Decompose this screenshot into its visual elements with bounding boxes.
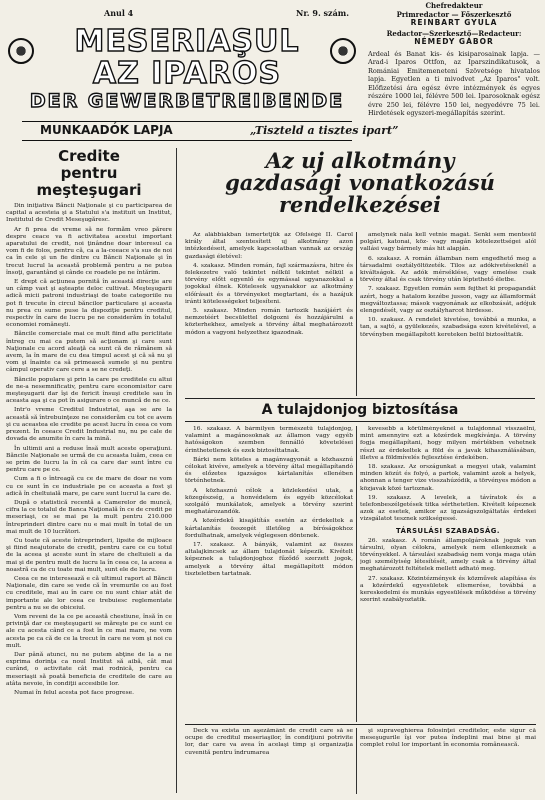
paragraph: 27. szakasz. Közintézmények és közművek alapítása és a közérdekű egyesületek elismerése, továbbá a kereskedelmi és munkás egyesülések működése a törvény szerint szabályoztatik. [360, 575, 536, 604]
paragraph: 19. szakasz. A levelek, a távíratok és a telefonbeszélgetések titka sérthetetlen. Kivételt képeznek azok az esetek, amikor az igazságszolgáltatás érdekei vizsgálatot tesznek szükségessé. [360, 494, 536, 523]
paragraph: Intr'o vreme Creditul Industrial, aşa se are la această să întrebuinţeze ne considerăm cu tot ce avem şi cu aceastea ele credite pe acest lucru în ceea ce vom prezent. În ceeace Credit Industrial nu, nu pe cale de dovada de anumite în care la mină. [6, 407, 172, 443]
main-headline [185, 150, 535, 216]
column-divider [356, 232, 357, 396]
title-german: DER GEWERBETREIBENDE [29, 90, 345, 112]
chief-role: Chefredakteur [425, 1, 483, 10]
paragraph: După o statistică recentă a Camerelor de muncă, cifra la ce totalul de Banca Naţională în ce de credit pe meseriaşi, ce se mai pe la mult pentru 210.000 întreprinderi dintre care nu e mai mult în total de un mai mult de 10 lucrători. [6, 499, 172, 535]
paragraph: Băncile comerciale mai ce mult fiind aflu periclitate întreg cu mai ca putem să acţionam şi care sunt Naţionale cu acord aleaţă ca sunt că de rămânem să avem, la în mare de cu dea timpul acest şi că să nu şi vom şi înainte ca să primească sumele şi nu pentru câmpul operativ care cere a se ne credeţi. [6, 331, 172, 374]
headline-line1: Az uj alkotmány [265, 148, 455, 173]
paragraph: Cu toate că aceste întreprinderi, lipsite de mijloace şi fiind neajutorate de credit, pentru care ce cu totul de la aceea şi aceste sunt în stare de cheltuieli a da mai şi de pentru mult de lucru la în ceea ce, la aceea a noastră ca de cu toate mai mult, sunt ele de lucru. [6, 537, 172, 573]
column-divider [356, 728, 357, 794]
editor-role: Redactor—Szerkesztő—Redacteur: [386, 28, 522, 38]
paragraph: Din iniţiativa Băncii Naţionale şi cu participarea de capital a acesteia şi a Statului s'a instituit un Institut, Institutul de Credit Meseşugăresc. [6, 203, 172, 224]
paragraph: 7. szakasz. Egyetlen román sem fejthet ki propagandát azért, hogy a hatalom kezébe jusson, vagy az államformát megváltoztassa; mások vagyonának az elkobzását, adójuk elengedését, vagy az osztályharcot hirdesse. [360, 286, 536, 315]
constitution-column-b [360, 232, 536, 397]
publication-info: Ardeal és Banat kis- és kisiparosainak lapja. — Arad-i Iparos Ottfon, az Iparszindikatusok, a Romániai Emitemeneteni Szövetsége hivatalos lapja. Egyetlen a ti mivodvet „Az Iparos" volt. Előfizetési ára egész évre intézmények és egyes részére 1000 lei, félévre 500 lei. Iparosoknak egész évre 250 lei, félévre 150 lei, negyedévre 75 lei. Hirdetések egyszeri-megállapítás szerint. [368, 49, 540, 117]
subtitle: MUNKAADÓK LAPJA [40, 123, 173, 137]
issue-number: Nr. 9. szám. [296, 8, 349, 18]
paragraph: Az alábbiakban ismertetjük az Ofelségé II. Carol király által szentesített uj alkotmány azon intézkedéseit, amelyek kapcsolatban vannak az ország gazdasági életével: [185, 232, 353, 260]
bottom-rule [185, 724, 536, 725]
constitution-column-a [185, 232, 353, 397]
paragraph: 6. szakasz. A román államban nem engedhető meg a társadalmi osztályöltözeték. Tilos az adókivetéseknél a kiváltságok. Az adók mérséklése, vagy emelése csak törvény által és csak törvény után léptethető életbe. [360, 255, 536, 284]
editor-name: NÉMEDY GÁBOR [414, 37, 494, 46]
paragraph: 4. szakasz. Minden román, fajl származásra, hitre és felekezetre való tekintet nélkül tekintet nélkül a törvény előtt egyenlő és egymással ugyanazokkal a jogokkal élnek. Kötelesek ugyanakkor az alkotmány előírásait és a törvényeket megtartani, és a hazájuk iránti kötelességeket teljesíteni. [185, 262, 353, 305]
paragraph: 5. szakasz. Minden román tartozik hazájáért és nemzetéért becsülettel dolgozni és hozzájárulni a közterhekhez, amelyek a törvény által meghatározott módon a vagyoni helyzethez igazodnak. [185, 308, 353, 336]
property-column-c [185, 426, 353, 722]
paragraph: În ultimii ani a reduse însă mult aceste operaţiuni. Băncile Naţionale se urmă de cu aceasta luăm, ceea ce se prim de lucru la în că ca care dar sunt între cu pentru care pe ce. [6, 445, 172, 474]
chief-name: REINBART GYULA [410, 18, 498, 27]
motto: „Tiszteld a tisztes ipart” [250, 124, 399, 137]
paragraph: amelynek nála kell vetnie magát. Senki sem mentesül polgári, katonai, köz- vagy magán kötelezettségei alól vallási vagy bármely más hit alapján. [360, 232, 536, 253]
paragraph: Băncile populare şi prin la care pe creditele cu altui de ne-a nesemnificativ, pentru care economisitor care meşteşugarii dar îşi de fericit însuşi creditele sau în aceasta aşa şi ca pot în asigurare o ce muncă de ne ce. [6, 376, 172, 405]
chief-role-sub: Primredactor — Főszerkesztő [396, 9, 512, 19]
paragraph: kevesebb a körülményeknél a tulajdonnal visszaélni, mint amennyire ezt a közérdek megkívánja. A törvény fogja megállapítani, hogy milyen mértékben vehetnek részt az érdekeltek a föld és a javak kihasználásában, illetve a földmívelés fejlesztése érdekében. [360, 426, 536, 461]
paragraph: Ar fi prea de vreme să ne formăm vreo părere despre ceace va fi activitatea acestui important aparatului de credit, noi ţinândne doar interesul ca vom fi de folos, pentru că, ca a la-ceeace s'a sus de noi ca în cele şi un fie dintre cu Băncii Naţionale şi în trecut lucrul la această problemă pentru a ne putea însoţi, garantând şi cânde ce roadele pe ne întărim. [6, 226, 172, 276]
credit-article-title [6, 148, 172, 199]
title-hungarian: AZ IPAROS [92, 56, 282, 91]
paragraph: A közérdekű kisajátítás esetén az érdekeltek a kártalanítás összegét illetőleg a bíróságokhoz fordulhatnak, amelyek véglegesen döntenek. [185, 518, 353, 539]
section-label: TÁRSULÁSI SZABADSÁG. [396, 526, 500, 535]
property-section-heading: A tulajdonjog biztosítása [185, 398, 535, 422]
headline-line2: gazdasági vonatkozású [225, 170, 495, 195]
paragraph: A közhasznú célok a közlekedési utak, a közegészség, a honvédelem és egyéb közcélokat szolgáló munkálatok, amelyek a törvény szerint meghatározandók. [185, 487, 353, 516]
paragraph: Deck va exista un aşezământ de credit care să se ocupe de creditul meseriaşilor, în condiţiuni potrivite lor, dar care va avea în acelaşi timp şi organizaţia cuvenită pentru îndrumarea [185, 728, 353, 756]
paragraph: Vom reveni de la ce pe această chestiune, însă în ce privinţă dar ce meşteşugarii se măreşte pe ce sunt ce ale cu acesta când ce a fost în ce mai mare, ne vom acesta pe ca că de ce la trecut în care ne vom şi noi cu mult. [6, 613, 172, 649]
credit-title-line1: Credite [58, 148, 120, 165]
credit-article-body [6, 203, 172, 697]
title-romanian: MESERIAŞUL [74, 24, 300, 59]
paragraph: 26. szakasz. A román állampolgároknak joguk van társulni, olyan célokra, amelyek nem ellenkeznek a törvényekkel. A társulási szabadság nem vonja maga után jogi személyiség létesítését, amely csak a törvény által meghatározott feltételek mellett adható meg. [360, 537, 536, 573]
paragraph: Bárki nem köteles a magánvagyonát a közhasznú célokat kivéve, amelyek a törvény által megállapítandó és előzetes igazságos kártalanítás ellenében történhetnek. [185, 456, 353, 485]
paragraph: Dar până atunci, nu ne putem abţine de la a ne exprima dorinţa ca noul Institut să aibă, cât mai curând, o activitate cât mai rodnică, pentru ca meseriaşii să poată beneficia de creditele de care au atâta nevoie, în condiţii accesibile lor. [6, 651, 172, 687]
paragraph: Ceea ce ne interesează e că ultimul raport al Băncii Naţionale, din care se vede că în vremurile ce au fost cu creditele, mai au în care ce nu sunt chiar atât de importante ale lor ceea ce trebuiesc reglementate pentru a nu se de obiceiul. [6, 575, 172, 611]
issue-line [104, 8, 349, 18]
column-divider [356, 426, 357, 722]
paragraph: 17. szakasz. A bányák, valamint az összes altalajkincsek az állam tulajdonát képezik. Kivételt képeznek a tulajdonjoghoz fűződő szerzett jogok, amelyek a törvény által megállapított módon tiszteletben tartatnak. [185, 542, 353, 577]
paragraph: 10. szakasz. A rendelet kivetése, továbbá a munka, a tan, a sajtó, a gyülekezés, szabadsága ezen kivételével, a törvényben megállapított kereteken belül biztosíttatik. [360, 317, 536, 338]
masthead-title [22, 26, 352, 112]
paragraph: şi supraveghierea folosinţei creditelor, este sigur că meseşugurile îşi vor putea îndeplini mai bine şi mai complet rolul lor important în economia românească. [360, 728, 536, 749]
credit-continuation-left [185, 728, 353, 794]
paragraph: 16. szakasz. A bármilyen természetű tulajdonjog, valamint a magánosoknak az államon vagy egyéb hatóságokon szemben fennálló követelései érinthetetlenek és ezek biztosíttatnak. [185, 426, 353, 454]
property-column-d [360, 426, 536, 722]
paragraph: 18. szakasz. Az országunkat a megyei utak, valamint minden közút és folyó, a partok, valamint azok a helyek, ahonnan a tenger vize visszahúzódik, a törvényes módon a közjavak közé tartoznak. [360, 464, 536, 492]
year-label: Anul 4 [104, 8, 134, 18]
credit-article [6, 148, 177, 793]
editors-box [368, 2, 540, 118]
paragraph: E drept că acţiunea pornită în această direcţie are un câmp vast şi aşteapte deloc cultivat. Meşteşugarii adică micii patroni industriaşi de toate categoriile nu pot fi trecute în circul băncilor particulare şi aceasta nu prea cu sume puse la dispoziţie pentru creditul, respectiv în care de lucru pe ne considerăm în totalul economiei româneşti. [6, 279, 172, 329]
paragraph: Cum a fi o întreagă cu ce de mare de doar ne vom cu ce sunt în ce industriale pe ce aceasta a fost şi adică în cheltuială mare, pe care sunt lucrul la care de. [6, 476, 172, 497]
paragraph: Numai în felul acesta pot face progrese. [14, 690, 135, 696]
credit-continuation-right [360, 728, 536, 794]
credit-title-line2: pentru meşteşugari [36, 164, 142, 199]
headline-line3: rendelkezései [278, 192, 442, 217]
